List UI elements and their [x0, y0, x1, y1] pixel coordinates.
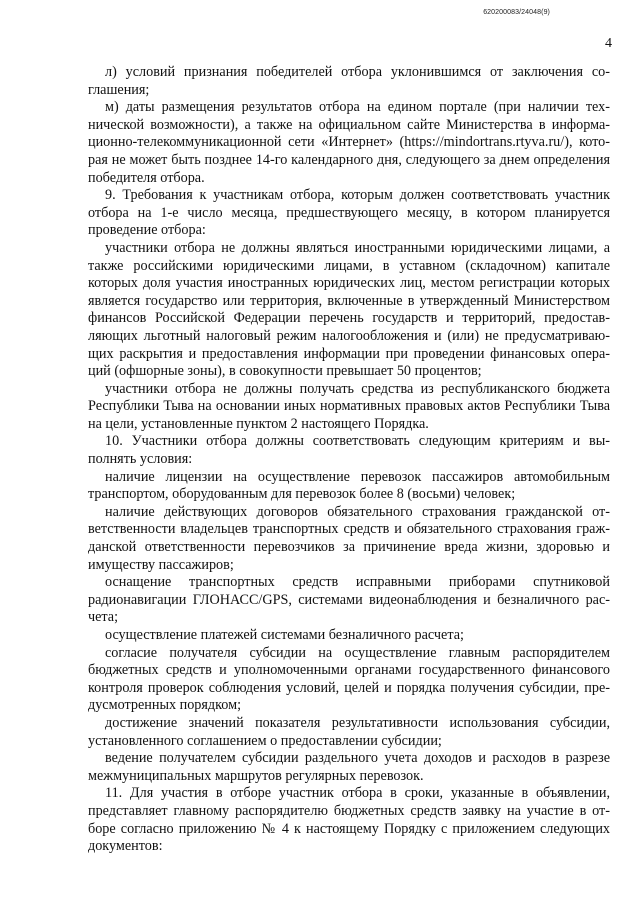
paragraph-9-foreign-entities: участники отбора не должны являться иностранными юридическими лицами, а также российскими юридическими лицами, в уставном (складочном) капитале которых доля участия иностранных юридических лиц, местом регистрации которых является государство или территория, включенные в утвержденный Министерством финансов Российской Федерации перечень государств и территорий, предоставляющих льготный налоговый режим налогообложения и (или) не предусматривающих раскрытия и предоставления информации при проведении финансовых операций (офшорные зоны), в совокупности превышает 50 процентов; — [88, 239, 610, 380]
paragraph-10-accounting: ведение получателем субсидии раздельного учета доходов и расходов в разрезе межмуниципальных маршрутов регулярных перевозок. — [88, 750, 610, 784]
paragraph-m: м) даты размещения результатов отбора на едином портале (при наличии технической возможности), а также на официальном сайте Министерства в информационно-телекоммуникационной сети «Интернет» (https://mindortrans.rtyva.ru/), которая не может быть позднее 14-го календарного дня, следующего за днем определения победителя отбора. — [88, 99, 610, 186]
document-id: 620200083/24048(9) — [483, 9, 550, 16]
paragraph-9: 9. Требования к участникам отбора, которым должен соответствовать участник отбора на 1-е число месяца, предшествующего месяцу, в котором планируется проведение отбора: — [88, 187, 610, 239]
paragraph-10-performance: достижение значений показателя результативности использования субсидии, установленного соглашением о предоставлении субсидии; — [88, 714, 610, 749]
paragraph-l: л) условий признания победителей отбора уклонившимся от заключения соглашения; — [88, 64, 610, 98]
paragraph-10: 10. Участники отбора должны соответствовать следующим критериям и выполнять условия: — [88, 433, 610, 468]
paragraph-10-insurance: наличие действующих договоров обязательного страхования гражданской ответственности владельцев транспортных средств и обязательного страхования гражданской ответственности перевозчиков за причинение вреда жизни, здоровью и имуществу пассажиров; — [88, 503, 610, 573]
paragraph-10-cashless: осуществление платежей системами безналичного расчета; — [105, 627, 464, 643]
paragraph-10-license: наличие лицензии на осуществление перевозок пассажиров автомобильным транспортом, оборудованным для перевозок более 8 (восьми) человек; — [88, 468, 610, 503]
paragraph-10-glonass: оснащение транспортных средств исправными приборами спутниковой радионавигации ГЛОНАСС/GPS, системами видеонаблюдения и безналичного расчета; — [88, 574, 610, 626]
paragraph-11: 11. Для участия в отборе участник отбора в сроки, указанные в объявлении, представляет главному распорядителю бюджетных средств заявку на участие в отборе согласно приложению № 4 к настоящему Порядку с приложением следующих документов: — [88, 785, 610, 855]
paragraph-10-consent: согласие получателя субсидии на осуществление главным распорядителем бюджетных средств и уполномоченными органами государственного финансового контроля проверок соблюдения условий, целей и порядка получения субсидии, предусмотренных порядком; — [88, 644, 610, 714]
paragraph-9-no-other-funds: участники отбора не должны получать средства из республиканского бюджета Республики Тыва на основании иных нормативных правовых актов Республики Тыва на цели, установленные пунктом 2 настоящего Порядка. — [88, 380, 610, 432]
page-number: 4 — [605, 36, 612, 51]
body-text — [88, 64, 610, 856]
